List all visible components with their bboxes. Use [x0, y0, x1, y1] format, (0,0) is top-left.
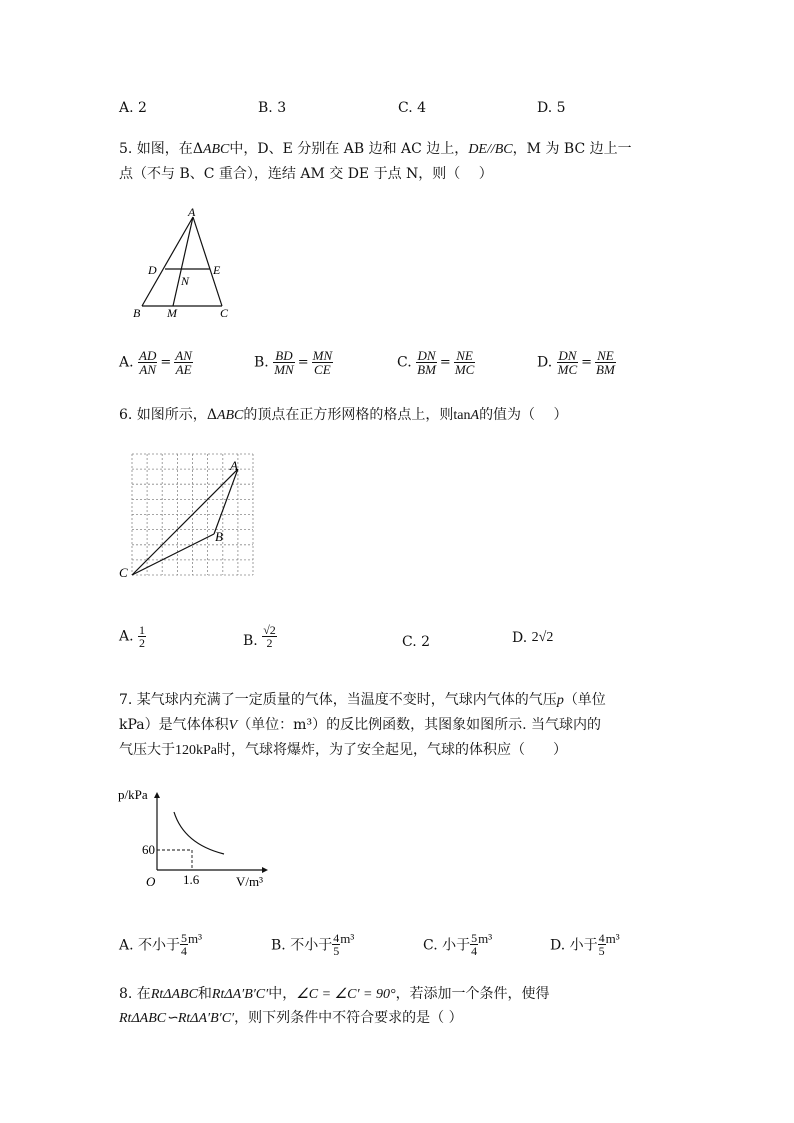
q6-text: 的顶点在正方形网格的格点上，则: [243, 407, 454, 423]
q8-rt-triangle-1: RtΔABC: [150, 987, 198, 1002]
unit: m³: [340, 931, 355, 946]
q8-text: 中，: [268, 986, 297, 1002]
q7-x-tick: 1.6: [183, 872, 200, 887]
q7-var-p: p: [556, 693, 564, 708]
q5-stem-line2: 点（不与 B、C 重合），连结 AM 交 DE 于点 N，则（ ）: [119, 166, 493, 182]
option-label: B. 不小于: [271, 937, 333, 954]
q5-parallel-expr: DE//BC: [468, 142, 513, 157]
q6-label-c: C: [119, 565, 128, 580]
fraction: [312, 349, 334, 376]
q7-stem-line1: [119, 689, 606, 709]
denominator: AN: [139, 362, 156, 377]
q5-text: 中，D、E 分别在 AB 边和 AC 边上，: [229, 141, 469, 157]
fraction: [174, 349, 193, 376]
fraction: [332, 932, 340, 957]
q6-triangle-name: ABC: [216, 408, 244, 423]
tan-arg: A: [470, 408, 480, 423]
q6-option-d: [512, 630, 553, 646]
q6-option-b: [243, 624, 277, 649]
q8-text: ，则下列条件中不符合要求的是（ ）: [234, 1010, 463, 1026]
option-label: A. 不小于: [119, 937, 181, 954]
q5-text: 5. 如图，在: [119, 141, 193, 157]
denominator: 2: [139, 636, 146, 650]
fraction: [557, 349, 579, 376]
q7-y-tick: 60: [142, 842, 155, 857]
fraction: [595, 349, 616, 376]
numerator: DN: [417, 348, 436, 363]
numerator: BD: [273, 349, 295, 363]
unit: m³: [188, 931, 203, 946]
unit: m³: [478, 931, 493, 946]
fraction: [180, 932, 188, 957]
q7-graph-figure: [116, 782, 276, 894]
q8-stem-line2: [119, 1007, 463, 1027]
q7-ylabel: p/kPa: [118, 787, 148, 802]
denominator: AE: [175, 362, 192, 377]
triangle-symbol: Δ: [206, 407, 217, 423]
denominator: 5: [598, 944, 605, 959]
q8-stem-line1: [119, 983, 550, 1003]
q8-rt-triangle-2: RtΔA′B′C′: [211, 987, 269, 1002]
denominator: BM: [417, 362, 436, 377]
numerator: 5: [471, 931, 478, 946]
q5-label-n: N: [181, 274, 190, 288]
q6-text: 的值为（ ）: [479, 407, 568, 423]
fraction: [138, 349, 157, 376]
fraction: [273, 349, 295, 376]
fraction: [138, 624, 146, 649]
q5-text: ，M 为 BC 边上一: [512, 141, 632, 157]
option-label: D.: [537, 354, 553, 371]
q5-label-d: D: [148, 263, 157, 277]
unit: m³: [605, 931, 620, 946]
denominator: 2: [266, 636, 273, 650]
equals: =: [439, 355, 451, 370]
denominator: 4: [471, 944, 478, 959]
q5-triangle-name: ABC: [202, 142, 230, 157]
q8-angle-condition: ∠C = ∠C′ = 90°: [296, 987, 396, 1002]
numerator: AD: [139, 348, 157, 363]
triangle-symbol: Δ: [192, 141, 203, 157]
q7-option-b: [271, 931, 354, 957]
numerator: 4: [333, 931, 340, 946]
option-label: B.: [254, 354, 269, 371]
q5-option-a: [119, 349, 193, 376]
option-label: C. 小于: [423, 937, 471, 954]
q7-text: （单位：m³）的反比例函数，其图象如图所示. 当气球内的: [237, 717, 601, 733]
q7-text: 气压大于: [119, 742, 175, 758]
q5-label-c: C: [220, 306, 229, 320]
option-label: D.: [512, 630, 528, 646]
option-label: B.: [243, 633, 258, 649]
q7-text: 7. 某气球内充满了一定质量的气体，当温度不变时，气球内气体的气压: [119, 692, 557, 708]
numerator: DN: [558, 348, 577, 363]
option-label: D. 小于: [550, 937, 598, 954]
q5-label-e: E: [213, 263, 221, 277]
equals: =: [581, 355, 593, 370]
denominator: CE: [314, 362, 331, 377]
q7-origin: O: [146, 874, 156, 889]
numerator: √2: [263, 623, 276, 637]
tan-function: tan: [453, 408, 471, 423]
numerator: 5: [181, 931, 188, 946]
q7-option-c: [423, 931, 492, 957]
q7-pressure-value: 120kPa: [175, 743, 217, 758]
denominator: MN: [274, 362, 294, 377]
fraction: [598, 932, 606, 957]
q7-option-a: [119, 931, 202, 957]
q7-stem-line3: [119, 739, 567, 759]
option-label: A.: [119, 628, 134, 645]
denominator: MC: [557, 362, 578, 377]
numerator: MN: [312, 348, 333, 363]
q6-label-a: A: [230, 458, 238, 473]
option-label: A.: [119, 354, 134, 371]
q7-text: （单位: [563, 692, 606, 708]
q5-option-c: [397, 349, 475, 376]
q8-text: 和: [197, 986, 212, 1002]
equals: =: [297, 355, 309, 370]
numerator: NE: [454, 349, 476, 363]
q5-label-a: A: [188, 205, 196, 219]
option-value: 2√2: [531, 630, 554, 645]
q8-text: ，若添加一个条件，使得: [395, 986, 550, 1002]
denominator: 4: [181, 944, 188, 959]
numerator: 4: [598, 931, 605, 946]
q5-option-d: [537, 349, 616, 376]
fraction: [470, 932, 478, 957]
q4-option-a: A. 2: [119, 100, 147, 116]
fraction: [454, 349, 476, 376]
q7-option-d: [550, 931, 620, 957]
denominator: BM: [596, 362, 615, 377]
q5-triangle-figure: [128, 204, 238, 324]
fraction: [262, 624, 277, 649]
q5-label-b: B: [133, 306, 141, 320]
q5-stem-line1: [119, 138, 632, 158]
q7-stem-line2: [119, 714, 601, 734]
q5-label-m: M: [167, 306, 177, 320]
q7-xlabel: V/m³: [236, 874, 264, 889]
q7-text: kPa）是气体体积: [119, 717, 229, 733]
q4-option-b: B. 3: [258, 100, 287, 116]
numerator: NE: [595, 349, 616, 363]
fraction: [416, 349, 437, 376]
denominator: MC: [454, 362, 475, 377]
denominator: 5: [333, 944, 340, 959]
q4-option-d: D. 5: [537, 100, 566, 116]
q6-option-c: C. 2: [402, 634, 431, 650]
q6-text: 6. 如图所示，: [119, 407, 207, 423]
q6-stem: [119, 404, 568, 424]
option-label: C.: [397, 354, 412, 371]
numerator: 1: [139, 623, 146, 637]
q7-var-v: V: [228, 718, 238, 733]
q4-option-c: C. 4: [398, 100, 427, 116]
q8-similarity: RtΔABC∽RtΔA′B′C′: [119, 1011, 235, 1026]
q6-grid-figure: [116, 448, 258, 580]
q5-option-b: [254, 349, 333, 376]
q8-text: 8. 在: [119, 986, 151, 1002]
equals: =: [160, 355, 172, 370]
numerator: AN: [175, 348, 192, 363]
q6-label-b: B: [215, 529, 223, 544]
q7-text: 时，气球将爆炸，为了安全起见，气球的体积应（ ）: [217, 742, 567, 758]
q6-option-a: [119, 624, 146, 649]
